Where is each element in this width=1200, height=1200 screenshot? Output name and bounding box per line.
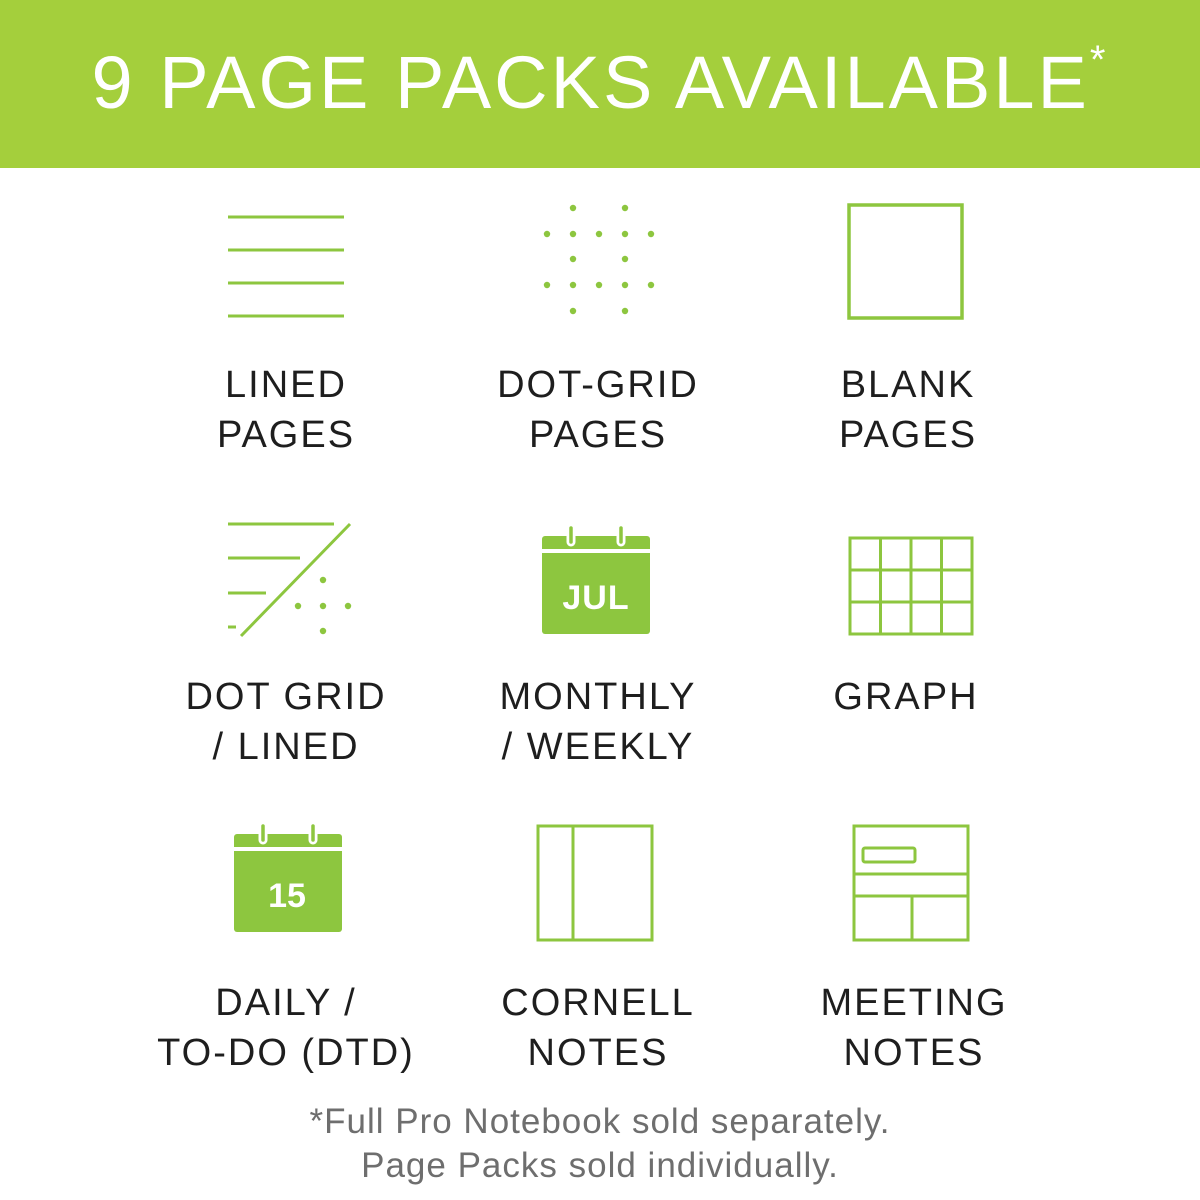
page-title-text: 9 PAGE PACKS AVAILABLE <box>91 41 1090 124</box>
pack-label-line: TO-DO (DTD) <box>157 1032 415 1074</box>
header-banner <box>0 0 1200 168</box>
pack-label-line: MEETING <box>820 982 1008 1024</box>
pack-label-lined <box>106 360 466 460</box>
pack-label-line: DOT GRID <box>185 676 387 718</box>
pack-label-line: / WEEKLY <box>501 726 695 768</box>
cornell-notes-icon <box>536 824 656 944</box>
pack-label-graph <box>726 672 1086 722</box>
graph-grid-icon <box>848 536 974 636</box>
pack-label-monthly-weekly <box>418 672 778 772</box>
footnote-line: *Full Pro Notebook sold separately. <box>309 1102 891 1141</box>
pack-label-line: MONTHLY <box>499 676 697 718</box>
pack-label-line: PAGES <box>528 414 668 456</box>
pack-label-dot-grid <box>418 360 778 460</box>
title-asterisk: * <box>1089 38 1109 82</box>
pack-label-line: GRAPH <box>833 676 979 718</box>
pack-label-daily-todo <box>106 978 466 1078</box>
pack-label-line: CORNELL <box>501 982 695 1024</box>
meeting-notes-icon <box>852 824 972 944</box>
footnote-line: Page Packs sold individually. <box>361 1146 839 1185</box>
lined-pages-icon <box>226 212 346 322</box>
calendar-month-icon <box>540 522 652 636</box>
pack-label-line: LINED <box>225 364 347 406</box>
dot-grid-lined-icon <box>226 520 356 640</box>
pack-label-line: PAGES <box>838 414 978 456</box>
pack-label-blank <box>728 360 1088 460</box>
pack-label-line: NOTES <box>843 1032 985 1074</box>
pack-label-dot-grid-lined <box>106 672 466 772</box>
calendar-day-icon <box>232 820 344 934</box>
pack-label-line: / LINED <box>212 726 360 768</box>
pack-label-line: PAGES <box>216 414 356 456</box>
dot-grid-pages-icon <box>540 200 660 320</box>
pack-label-line: BLANK <box>840 364 976 406</box>
pack-label-meeting <box>734 978 1094 1078</box>
pack-label-line: DOT-GRID <box>497 364 699 406</box>
page-title <box>0 38 1200 124</box>
footnote <box>0 1100 1200 1188</box>
pack-label-line: NOTES <box>527 1032 669 1074</box>
calendar-month-text: JUL <box>562 579 630 617</box>
pack-label-line: DAILY / <box>215 982 357 1024</box>
pack-label-cornell <box>418 978 778 1078</box>
blank-pages-icon <box>846 202 966 322</box>
calendar-day-text: 15 <box>268 877 306 915</box>
